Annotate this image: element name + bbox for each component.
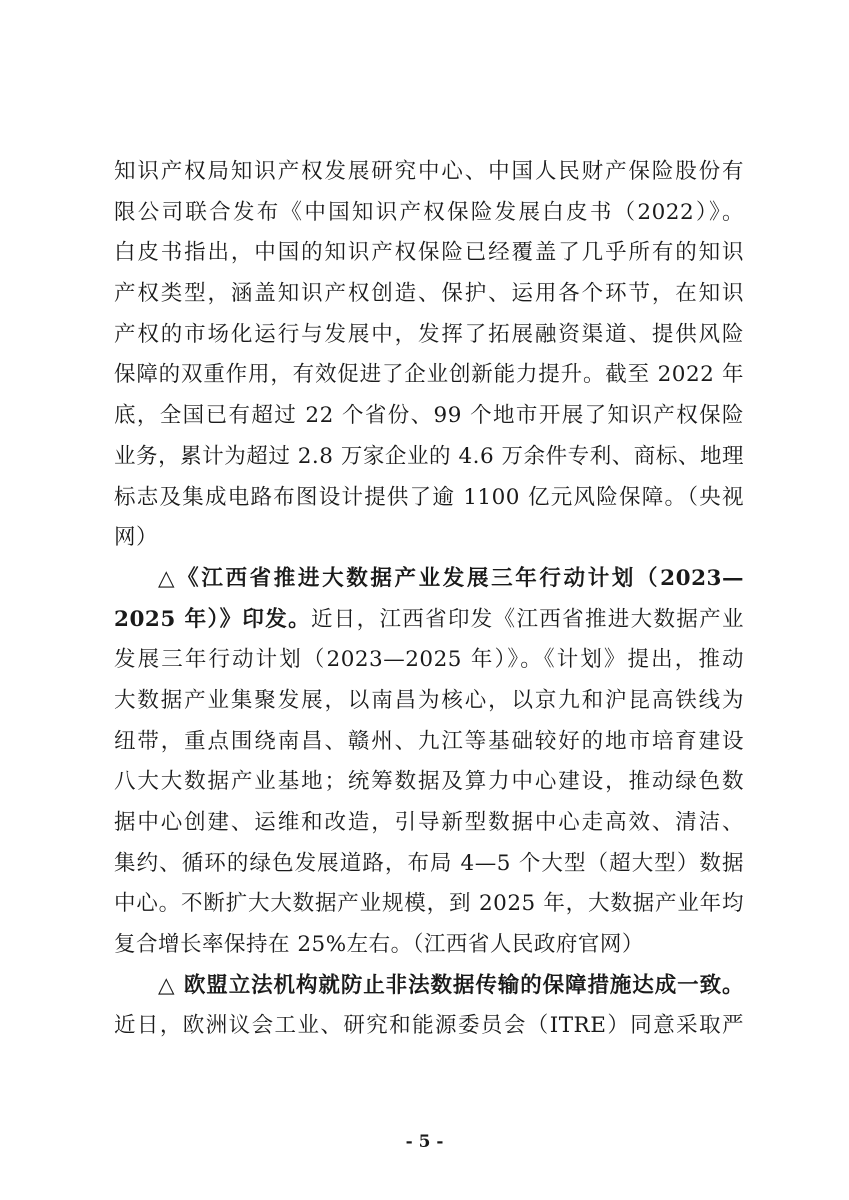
text-line: 白皮书指出，中国的知识产权保险已经覆盖了几乎所有的知识 [114, 240, 744, 266]
page-number: - 5 - [405, 1132, 444, 1152]
text-line: 大数据产业集聚发展，以南昌为核心，以京九和沪昆高铁线为 [114, 687, 744, 713]
text-line: 近日，欧洲议会工业、研究和能源委员会（ITRE）同意采取严 [114, 1013, 744, 1039]
text-line: 中心。不断扩大大数据产业规模，到 2025 年，大数据产业年均 [114, 891, 744, 917]
text-line: 知识产权局知识产权发展研究中心、中国人民财产保险股份有 [114, 159, 744, 184]
text-line [114, 600, 744, 641]
text-fragment: 近日，江西省印发《江西省推进大数据产业 [310, 606, 744, 632]
text-line: 网） [114, 525, 159, 551]
document-body [114, 152, 744, 1047]
text-line: 据中心创建、运维和改造，引导新型数据中心走高效、清洁、 [114, 810, 744, 835]
paragraph-eu-data-transfer [114, 966, 744, 1047]
text-line: 纽带，重点围绕南昌、赣州、九江等基础较好的地市培育建设 [114, 728, 744, 754]
text-line: 保障的双重作用，有效促进了企业创新能力提升。截至 2022 年 [114, 362, 744, 388]
text-line: 底，全国已有超过 22 个省份、99 个地市开展了知识产权保险 [114, 403, 744, 429]
text-line: 八大大数据产业基地；统筹数据及算力中心建设，推动绿色数 [114, 769, 744, 795]
paragraph-heading: △《江西省推进大数据产业发展三年行动计划（2023— [158, 565, 744, 591]
paragraph-jiangxi-big-data [114, 559, 744, 966]
paragraph-heading-continued: 2025 年）》印发。 [114, 606, 311, 632]
text-line: 集约、循环的绿色发展道路，布局 4—5 个大型（超大型）数据 [114, 850, 744, 876]
text-line: 标志及集成电路布图设计提供了逾 1100 亿元风险保障。（央视 [114, 484, 744, 510]
paragraph-heading: △ 欧盟立法机构就防止非法数据传输的保障措施达成一致。 [158, 972, 744, 998]
text-line: 产权的市场化运行与发展中，发挥了拓展融资渠道、提供风险 [114, 321, 744, 347]
text-line: 发展三年行动计划（2023—2025 年）》。《计划》提出，推动 [114, 647, 744, 673]
text-line: 复合增长率保持在 25%左右。（江西省人民政府官网） [114, 932, 644, 958]
text-line: 限公司联合发布《中国知识产权保险发展白皮书（2022）》。 [114, 199, 744, 225]
text-line: 产权类型，涵盖知识产权创造、保护、运用各个环节，在知识 [114, 281, 744, 307]
paragraph-ip-insurance [114, 152, 744, 559]
text-line: 业务，累计为超过 2.8 万家企业的 4.6 万余件专利、商标、地理 [114, 443, 744, 469]
